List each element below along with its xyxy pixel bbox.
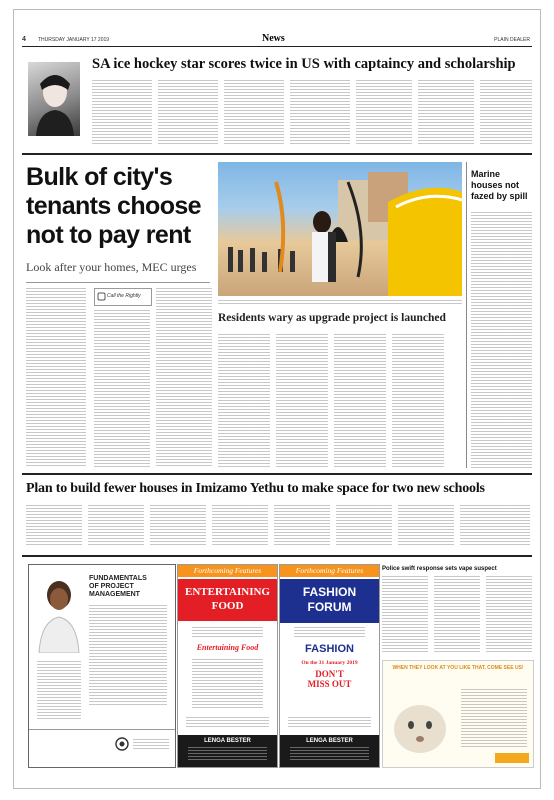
pet-ad-text (461, 689, 527, 749)
fashion-feature-ad (279, 564, 380, 768)
header-rule (22, 46, 532, 47)
food-ad-contact: LENGA BESTER (204, 738, 251, 744)
residents-text-col (218, 334, 270, 468)
plan-text-col (460, 505, 530, 547)
plan-text-col (150, 505, 206, 547)
food-feature-ad (177, 564, 278, 768)
hockey-text-col (480, 80, 532, 144)
tenants-subhead: Look after your homes, MEC urges (26, 260, 197, 274)
course-ad-text (37, 661, 81, 721)
police-text-col (382, 576, 428, 654)
residents-text-col (392, 334, 444, 468)
fashion-ad-feature: FASHION (305, 643, 354, 655)
hockey-text-col (356, 80, 412, 144)
fashion-ad-tag: Forthcoming Features (280, 565, 379, 577)
tenants-text-col (156, 288, 212, 468)
section-rule (22, 555, 532, 557)
police-headline: Police swift response sets vape suspect (382, 566, 497, 572)
date-line: THURSDAY JANUARY 17 2019 (38, 37, 110, 43)
food-ad-text (192, 659, 263, 709)
residents-headline: Residents wary as upgrade project is launched (218, 312, 446, 324)
plan-text-col (398, 505, 454, 547)
course-ad (28, 564, 176, 768)
subhead-rule (26, 282, 210, 283)
photo-caption-launch (218, 300, 462, 305)
page-number: 4 (22, 36, 26, 43)
food-ad-footer (178, 735, 277, 767)
food-ad-script: Entertaining Food (196, 643, 259, 652)
course-ad-person-photo (37, 573, 81, 653)
plan-headline: Plan to build fewer houses in Imizamo Yethu to make space for two new schools (26, 481, 485, 496)
marine-headline: Marine houses not fazed by spill (471, 169, 528, 201)
section-rule (22, 153, 532, 155)
fashion-ad-text (294, 627, 365, 639)
course-ad-logo-text (133, 739, 169, 749)
food-ad-title-line: FOOD (211, 600, 244, 612)
course-ad-divider (29, 729, 175, 730)
pet-ad-headline: WHEN THEY LOOK AT YOU LIKE THAT, COME SEE US! (392, 665, 524, 671)
pet-ad-image (387, 685, 453, 761)
food-ad-text (192, 627, 263, 639)
residents-text-col (276, 334, 328, 468)
hockey-text-col (418, 80, 474, 144)
pet-ad-logo (495, 753, 529, 763)
hockey-text-col (92, 80, 152, 144)
fashion-ad-banner (280, 579, 379, 623)
sidebar-divider (466, 162, 467, 468)
marine-text-col (471, 212, 532, 468)
plan-text-col (88, 505, 144, 547)
section-title: News (262, 33, 285, 44)
police-text-col (434, 576, 480, 654)
plan-text-col (274, 505, 330, 547)
food-ad-dates (186, 717, 269, 727)
section-rule (22, 473, 532, 475)
hockey-headline: SA ice hockey star scores twice in US with captaincy and scholarship (92, 56, 516, 72)
plan-text-col (26, 505, 82, 547)
food-ad-title-line: ENTERTAINING (185, 586, 270, 598)
fashion-ad-contact: LENGA BESTER (306, 738, 353, 744)
course-ad-title: FUNDAMENTALS OF PROJECT MANAGEMENT (89, 575, 147, 598)
pet-ad (382, 660, 534, 768)
fashion-ad-title-line: FASHION (302, 585, 357, 599)
course-ad-text (89, 605, 167, 705)
phone-icon (97, 292, 106, 301)
residents-text-col (334, 334, 386, 468)
hockey-player-photo (28, 62, 80, 136)
plan-text-col (212, 505, 268, 547)
plan-text-col (336, 505, 392, 547)
tenants-text-col (94, 310, 150, 468)
newspaper-page (14, 10, 540, 788)
fashion-ad-footer (280, 735, 379, 767)
tenants-text-col (26, 288, 86, 468)
food-ad-tag: Forthcoming Features (178, 565, 277, 577)
hockey-text-col (290, 80, 350, 144)
fashion-ad-dates (288, 717, 371, 727)
launch-event-photo (218, 162, 462, 296)
police-text-col (486, 576, 532, 654)
fashion-ad-cta: DON'T MISS OUT (307, 669, 352, 689)
hockey-text-col (158, 80, 218, 144)
tenants-headline: Bulk of city's tenants choose not to pay rent (26, 163, 201, 249)
fashion-ad-title-line: FORUM (307, 600, 352, 614)
callout-box: Call the Rightly (94, 288, 152, 306)
fashion-ad-date: On the 31 January 2019 (301, 660, 358, 666)
university-seal-icon (115, 737, 129, 751)
food-ad-banner (178, 579, 277, 621)
hockey-text-col (224, 80, 284, 144)
paper-name: PLAIN DEALER (494, 37, 530, 43)
